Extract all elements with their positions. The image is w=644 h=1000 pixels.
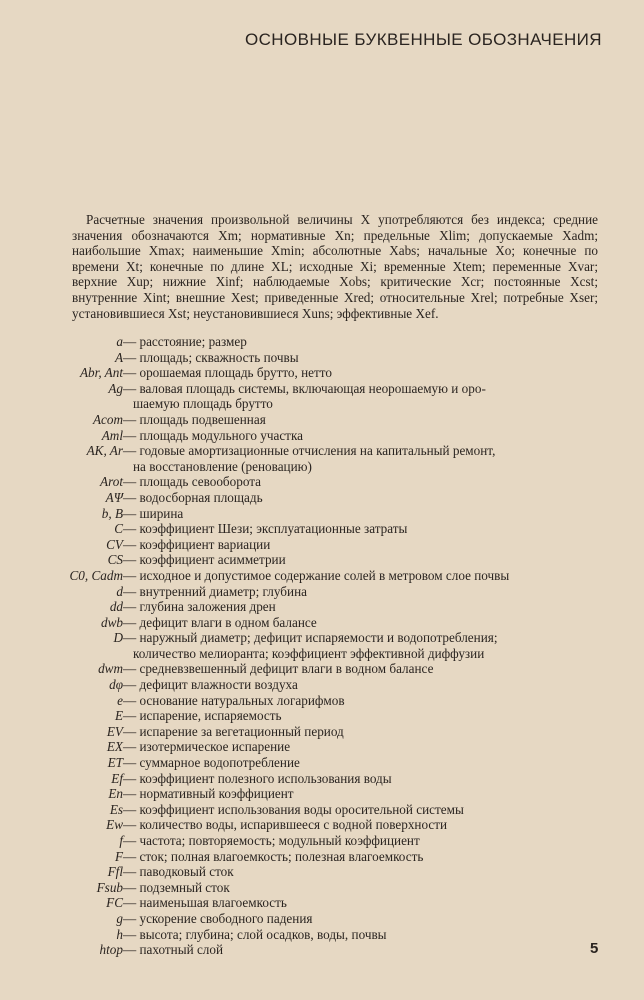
glossary-symbol: Ffl: [107, 864, 123, 880]
glossary-definition: [123, 428, 603, 444]
glossary-definition: [123, 677, 603, 693]
symbol-glossary: [0, 334, 644, 958]
glossary-definition: [123, 786, 603, 802]
definition-line: — ширина: [123, 506, 183, 521]
glossary-row: [0, 365, 644, 381]
glossary-definition: [123, 927, 603, 943]
glossary-row: [0, 786, 644, 802]
glossary-symbol: A: [114, 349, 123, 365]
glossary-definition: [123, 693, 603, 709]
glossary-definition: [123, 615, 603, 631]
glossary-symbol: dwm: [98, 661, 123, 677]
glossary-symbol: htop: [99, 942, 123, 958]
definition-line: на восстановление (реновацию): [133, 458, 312, 474]
glossary-row: [0, 350, 644, 366]
glossary-definition: [123, 802, 603, 818]
definition-line: — суммарное водопотребление: [123, 755, 300, 770]
glossary-definition: [123, 474, 603, 490]
glossary-definition: [123, 724, 603, 740]
glossary-row: [0, 568, 644, 584]
definition-line: — площадь севооборота: [123, 474, 261, 489]
glossary-row: [0, 552, 644, 568]
glossary-definition: [123, 584, 603, 600]
glossary-definition: [123, 817, 603, 833]
glossary-definition: [123, 568, 603, 584]
glossary-row: [0, 833, 644, 849]
glossary-definition: [123, 755, 603, 771]
glossary-row: [0, 849, 644, 865]
glossary-symbol: Ef: [111, 770, 123, 786]
glossary-row: [0, 412, 644, 428]
glossary-definition: [123, 864, 603, 880]
glossary-symbol: CS: [107, 552, 123, 568]
glossary-definition: [123, 412, 603, 428]
definition-line: — внутренний диаметр; глубина: [123, 584, 307, 599]
glossary-symbol: Fsub: [96, 879, 123, 895]
definition-line: — валовая площадь системы, включающая неорошаемую и оро-: [123, 381, 486, 396]
glossary-symbol: E: [114, 708, 123, 724]
glossary-symbol: CV: [106, 536, 123, 552]
definition-line: — испарение, испаряемость: [123, 708, 282, 723]
definition-line: — коэффициент полезного использования воды: [123, 771, 392, 786]
definition-line: — нормативный коэффициент: [123, 786, 294, 801]
glossary-definition: [123, 506, 603, 522]
glossary-row: [0, 677, 644, 693]
glossary-row: [0, 771, 644, 787]
definition-line: количество мелиоранта; коэффициент эффективной диффузии: [133, 645, 485, 661]
definition-line: шаемую площадь брутто: [133, 396, 273, 412]
definition-line: — количество воды, испарившееся с водной поверхности: [123, 817, 447, 832]
definition-line: — коэффициент использования воды оросительной системы: [123, 802, 464, 817]
glossary-definition: [123, 771, 603, 787]
definition-line: — расстояние; размер: [123, 334, 247, 349]
glossary-symbol: En: [108, 786, 123, 802]
definition-line: — подземный сток: [123, 880, 230, 895]
glossary-row: [0, 739, 644, 755]
glossary-symbol: C0, Cadm: [69, 567, 123, 583]
glossary-row: [0, 693, 644, 709]
glossary-symbol: C: [114, 521, 123, 537]
definition-line: — ускорение свободного падения: [123, 911, 312, 926]
glossary-row: [0, 864, 644, 880]
glossary-row: [0, 817, 644, 833]
glossary-definition: [123, 537, 603, 553]
page-number: 5: [590, 940, 599, 957]
glossary-row: [0, 724, 644, 740]
glossary-symbol: dd: [109, 599, 123, 615]
definition-line: — глубина заложения дрен: [123, 599, 276, 614]
definition-line: — наружный диаметр; дефицит испаряемости и водопотребления;: [123, 630, 498, 645]
glossary-row: [0, 755, 644, 771]
glossary-symbol: ET: [107, 755, 123, 771]
glossary-definition: [123, 630, 603, 661]
glossary-symbol: EX: [106, 739, 123, 755]
glossary-row: [0, 490, 644, 506]
glossary-definition: [123, 739, 603, 755]
glossary-row: [0, 895, 644, 911]
glossary-definition: [123, 365, 603, 381]
glossary-row: [0, 599, 644, 615]
definition-line: — сток; полная влагоемкость; полезная влагоемкость: [123, 849, 423, 864]
glossary-row: [0, 802, 644, 818]
definition-line: — средневзвешенный дефицит влаги в водном балансе: [123, 661, 433, 676]
glossary-symbol: e: [117, 692, 123, 708]
glossary-definition: [123, 443, 603, 474]
definition-line: — коэффициент асимметрии: [123, 552, 286, 567]
glossary-row: [0, 927, 644, 943]
definition-line: — паводковый сток: [123, 864, 234, 879]
definition-line: — площадь; скважность почвы: [123, 350, 299, 365]
definition-line: — исходное и допустимое содержание солей в метровом слое почвы: [123, 568, 509, 583]
glossary-row: [0, 537, 644, 553]
glossary-row: [0, 880, 644, 896]
glossary-symbol: FC: [106, 895, 123, 911]
glossary-symbol: d: [116, 583, 123, 599]
glossary-definition: [123, 350, 603, 366]
glossary-row: [0, 428, 644, 444]
glossary-definition: [123, 521, 603, 537]
definition-line: — частота; повторяемость; модульный коэффициент: [123, 833, 420, 848]
glossary-symbol: Ew: [106, 817, 123, 833]
glossary-symbol: Arot: [100, 474, 123, 490]
glossary-row: [0, 661, 644, 677]
definition-line: — высота; глубина; слой осадков, воды, почвы: [123, 927, 387, 942]
glossary-symbol: EV: [106, 723, 123, 739]
definition-line: — дефицит влаги в одном балансе: [123, 615, 317, 630]
definition-line: — площадь подвешенная: [123, 412, 266, 427]
definition-line: — дефицит влажности воздуха: [123, 677, 298, 692]
glossary-symbol: AΨ: [105, 489, 123, 505]
glossary-definition: [123, 849, 603, 865]
glossary-symbol: g: [116, 910, 123, 926]
glossary-symbol: D: [113, 630, 123, 646]
glossary-row: [0, 506, 644, 522]
glossary-definition: [123, 880, 603, 896]
glossary-definition: [123, 833, 603, 849]
glossary-symbol: Es: [109, 801, 123, 817]
glossary-definition: [123, 708, 603, 724]
definition-line: — орошаемая площадь брутто, нетто: [123, 365, 332, 380]
definition-line: — изотермическое испарение: [123, 739, 290, 754]
glossary-row: [0, 474, 644, 490]
glossary-definition: [123, 895, 603, 911]
glossary-definition: [123, 911, 603, 927]
glossary-symbol: Acom: [92, 411, 123, 427]
glossary-symbol: Ag: [108, 380, 123, 396]
definition-line: — коэффициент вариации: [123, 537, 270, 552]
intro-paragraph: Расчетные значения произвольной величины X употребляются без индекса; средние значения обозначаются Xm; нормативные Xn; предельные Xlim; допускаемые Xadm; наибольшие Xmax; наименьшие Xmin; абсолютные Xabs; начальные Xo; конечные по времени Xt; конечные по длине XL; исходные Xi; временные Xtem; переменные Xvar; верхние Xup; нижние Xinf; наблюдаемые Xobs; критические Xcr; постоянные Xcst; внутренние Xint; внешние Xest; приведенные Xred; относительные Xrel; потребные Xser; установившиеся Xst; неустановившиеся Xuns; эффективные Xef.: [72, 212, 598, 321]
glossary-symbol: Aml: [101, 427, 123, 443]
glossary-definition: [123, 381, 603, 412]
glossary-definition: [123, 552, 603, 568]
glossary-definition: [123, 334, 603, 350]
definition-line: — основание натуральных логарифмов: [123, 693, 345, 708]
page-header: ОСНОВНЫЕ БУКВЕННЫЕ ОБОЗНАЧЕНИЯ: [245, 30, 602, 49]
glossary-symbol: f: [119, 833, 123, 848]
glossary-symbol: dwb: [101, 614, 123, 630]
glossary-symbol: a: [116, 334, 123, 349]
definition-line: — наименьшая влагоемкость: [123, 895, 287, 910]
glossary-row: [0, 521, 644, 537]
glossary-row: [0, 630, 644, 661]
definition-line: — годовые амортизационные отчисления на капитальный ремонт,: [123, 443, 495, 458]
glossary-definition: [123, 942, 603, 958]
glossary-symbol: b, B: [101, 505, 123, 521]
glossary-symbol: Abr, Ant: [80, 365, 123, 381]
glossary-symbol: F: [114, 848, 123, 864]
definition-line: — испарение за вегетационный период: [123, 724, 344, 739]
glossary-row: [0, 615, 644, 631]
glossary-symbol: AK, Ar: [86, 443, 123, 459]
glossary-definition: [123, 599, 603, 615]
glossary-definition: [123, 490, 603, 506]
glossary-symbol: h: [116, 926, 123, 942]
glossary-row: [0, 584, 644, 600]
glossary-row: [0, 942, 644, 958]
definition-line: — пахотный слой: [123, 942, 223, 957]
glossary-row: [0, 708, 644, 724]
glossary-row: [0, 911, 644, 927]
glossary-row: [0, 381, 644, 412]
definition-line: — водосборная площадь: [123, 490, 263, 505]
glossary-row: [0, 443, 644, 474]
definition-line: — коэффициент Шези; эксплуатационные затраты: [123, 521, 407, 536]
glossary-definition: [123, 661, 603, 677]
glossary-symbol: dφ: [109, 677, 123, 693]
definition-line: — площадь модульного участка: [123, 428, 303, 443]
glossary-row: [0, 334, 644, 350]
